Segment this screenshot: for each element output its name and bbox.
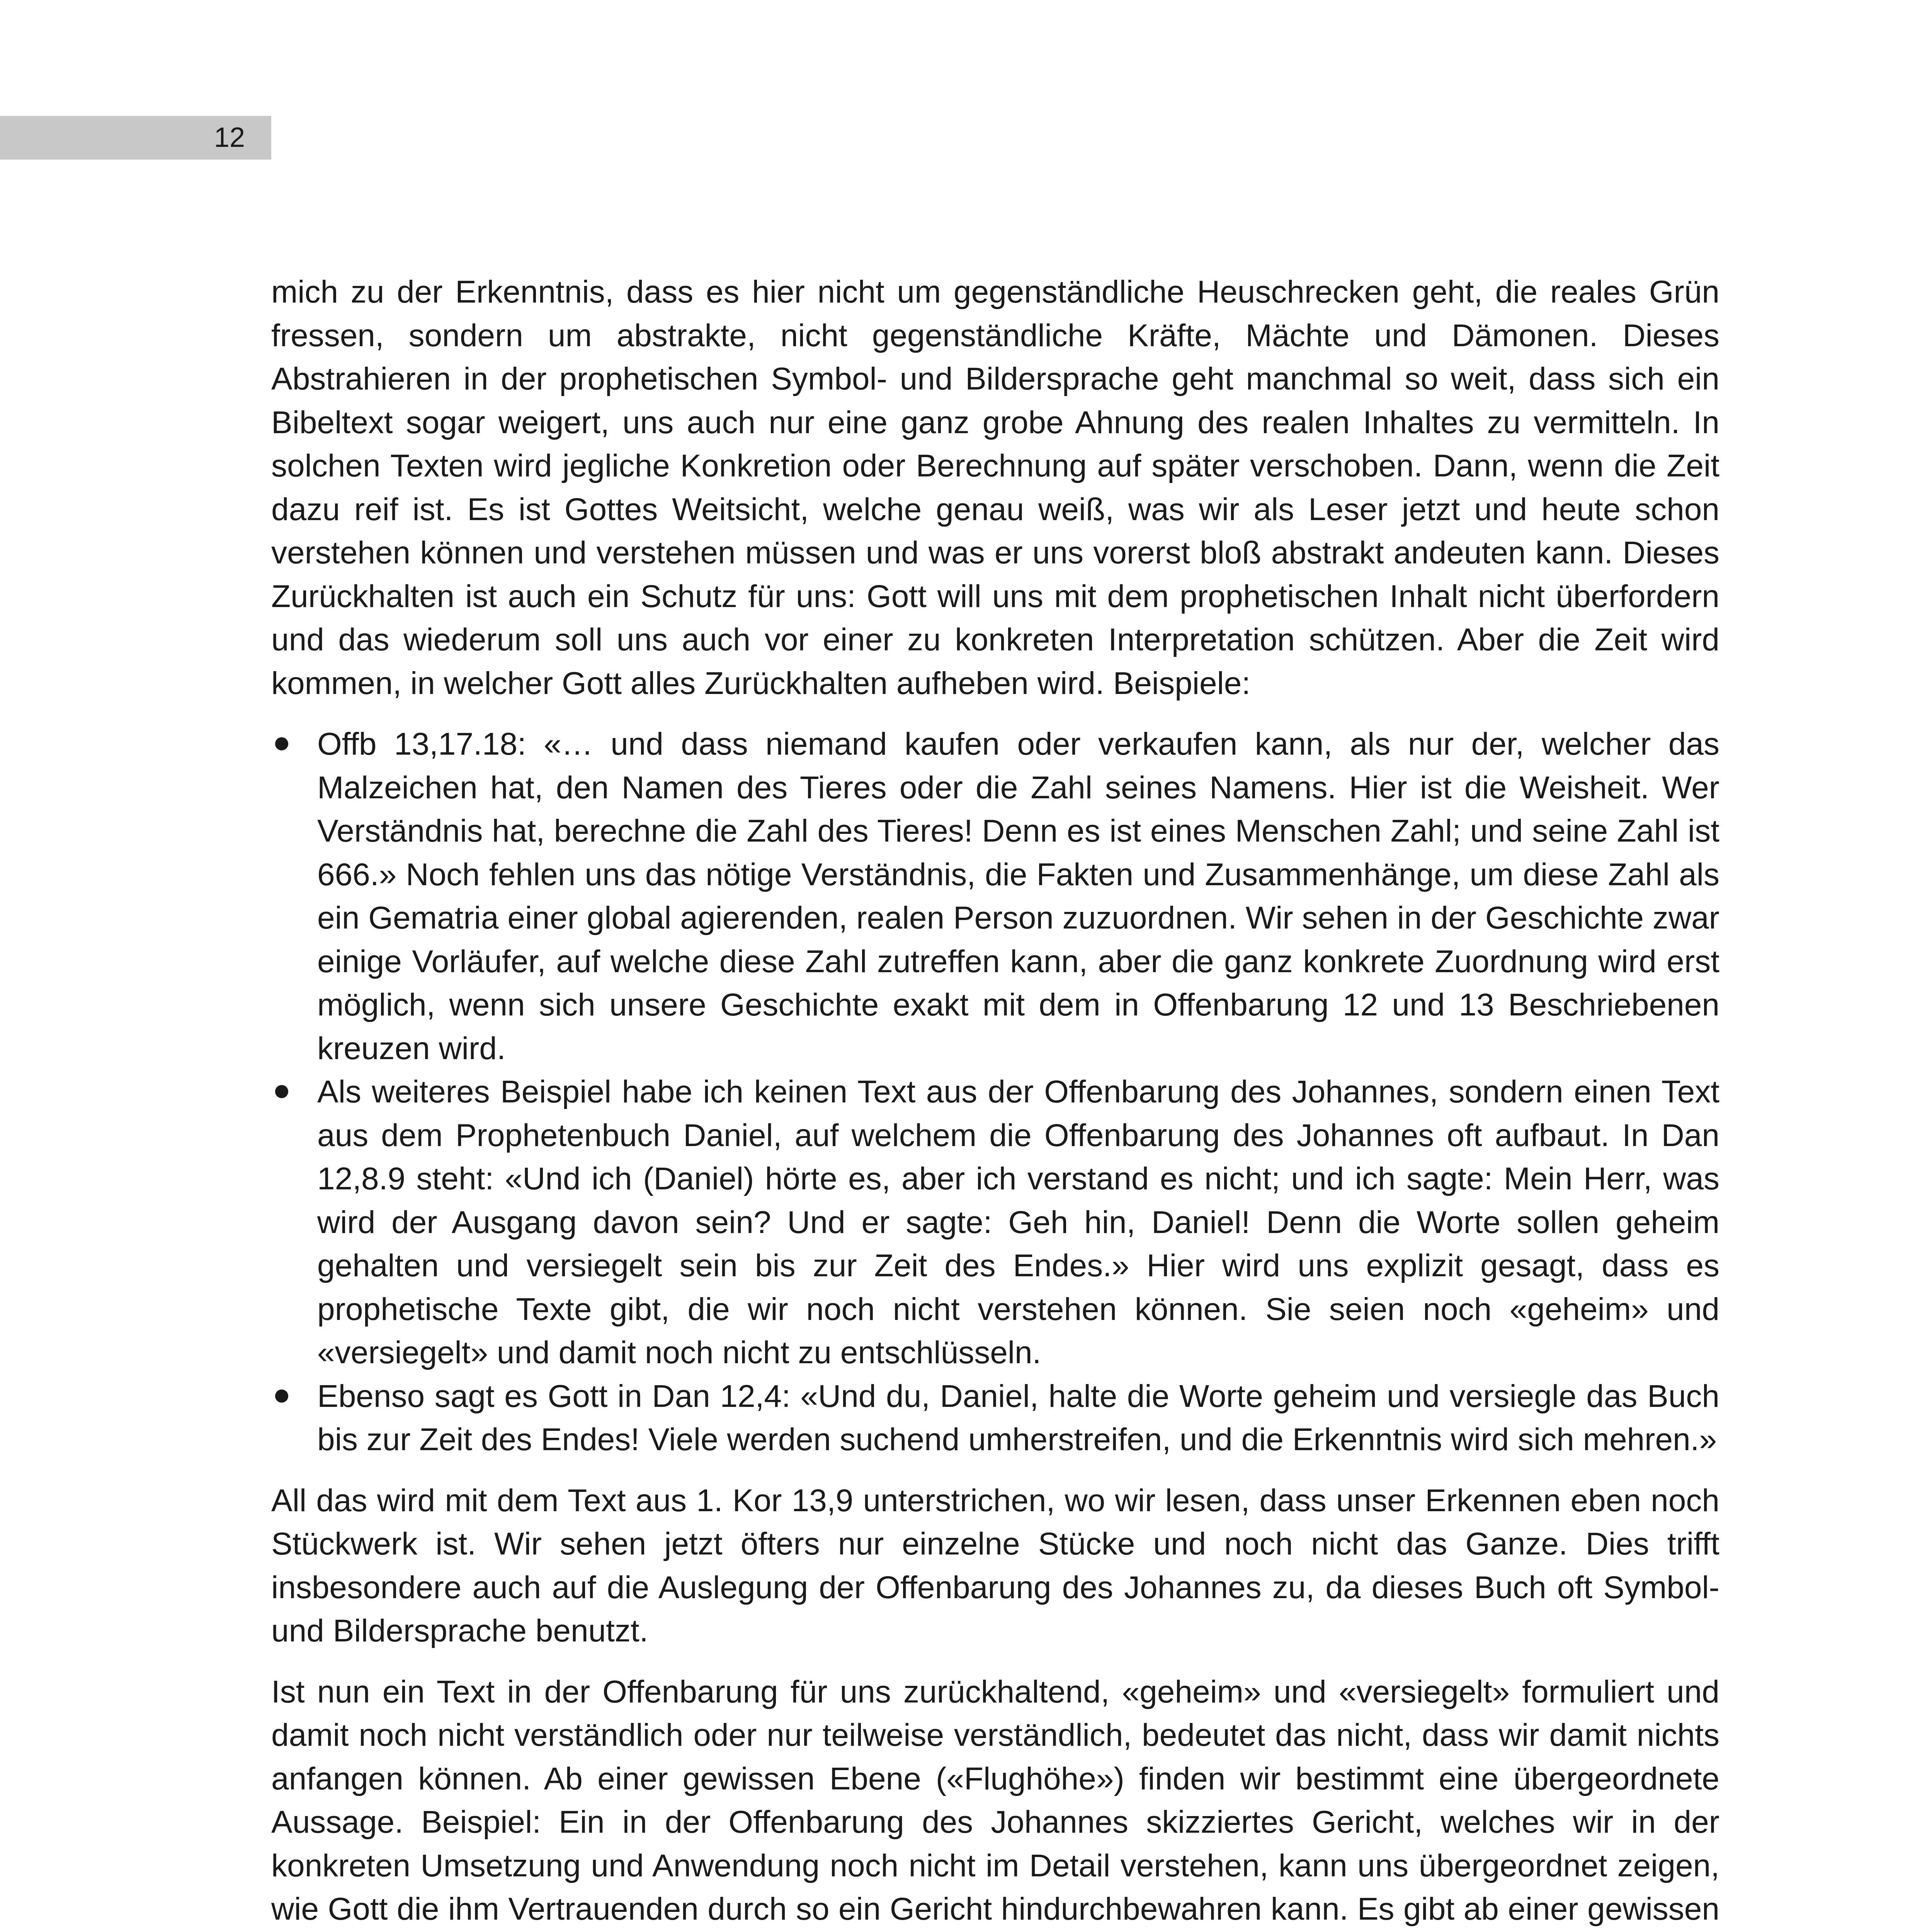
list-item-text: Ebenso sagt es Gott in Dan 12,4: «Und du, Daniel, halte die Worte geheim und versiegle das Buch bis zur Zeit des Endes! Viele werden suchend umherstreifen, und die Erkenntnis wird sich mehren.»	[317, 1378, 1719, 1457]
paragraph-kor: All das wird mit dem Text aus 1. Kor 13,9 unterstrichen, wo wir lesen, dass unser Erkennen eben noch Stückwerk ist. Wir sehen jetzt öfters nur einzelne Stücke und noch nicht das Ganze. Dies trifft insbesondere auch auf die Auslegung der Offenbarung des Johannes zu, da dieses Buch oft Symbol- und Bildersprache benutzt.	[271, 1483, 1719, 1648]
page-number: 12	[214, 122, 245, 153]
bullet-icon	[275, 1085, 288, 1098]
list-item	[271, 723, 1719, 1070]
list-item-text: Offb 13,17.18: «… und dass niemand kaufen oder verkaufen kann, als nur der, welcher das Malzeichen hat, den Namen des Tieres oder die Zahl seines Namens. Hier ist die Weisheit. Wer Verständnis hat, berechne die Zahl des Tieres! Denn es ist eines Menschen Zahl; und seine Zahl ist 666.» Noch fehlen uns das nötige Verständnis, die Fakten und Zusammenhänge, um diese Zahl als ein Gematria einer global agierenden, realen Person zuzuordnen. Wir sehen in der Geschichte zwar einige Vorläufer, auf welche diese Zahl zutreffen kann, aber die ganz konkrete Zuordnung wird erst möglich, wenn sich unsere Geschichte exakt mit dem in Offenbarung 12 und 13 Beschriebenen kreuzen wird.	[317, 726, 1719, 1066]
bullet-icon	[275, 737, 288, 750]
paragraph-intro: mich zu der Erkenntnis, dass es hier nicht um gegenständliche Heuschrecken geht, die reales Grün fressen, sondern um abstrakte, nicht gegenständliche Kräfte, Mächte und Dämonen. Dieses Abstrahieren in der prophetischen Symbol- und Bildersprache geht manchmal so weit, dass sich ein Bibeltext sogar weigert, uns auch nur eine ganz grobe Ahnung des realen Inhaltes zu vermitteln. In solchen Texten wird jegliche Konkretion oder Berechnung auf später verschoben. Dann, wenn die Zeit dazu reif ist. Es ist Gottes Weitsicht, welche genau weiß, was wir als Leser jetzt und heute schon verstehen können und verstehen müssen und was er uns vorerst bloß abstrakt andeuten kann. Dieses Zurückhalten ist auch ein Schutz für uns: Gott will uns mit dem prophetischen Inhalt nicht überfordern und das wiederum soll uns auch vor einer zu konkreten Interpretation schützen. Aber die Zeit wird kommen, in welcher Gott alles Zurückhalten aufheben wird. Beispiele:	[271, 274, 1719, 701]
list-item	[271, 1070, 1719, 1375]
list-item	[271, 1375, 1719, 1462]
page-number-bar	[0, 116, 271, 160]
paragraph-conclusion: Ist nun ein Text in der Offenbarung für uns zurückhaltend, «geheim» und «versiegelt» formuliert und damit noch nicht verständlich oder nur teilweise verständlich, bedeutet das nicht, dass wir damit nichts anfangen können. Ab einer gewissen Ebene («Flughöhe») finden wir bestimmt eine übergeordnete Aussage. Beispiel: Ein in der Offenbarung des Johannes skizziertes Gericht, welches wir in der konkreten Umsetzung und Anwendung noch nicht im Detail verstehen, kann uns übergeordnet zeigen, wie Gott die ihm Vertrauenden durch so ein Gericht hindurchbewahren kann. Es gibt ab einer gewissen	[271, 1674, 1719, 1927]
example-list	[271, 723, 1719, 1462]
page-body	[271, 270, 1719, 1932]
list-item-text: Als weiteres Beispiel habe ich keinen Text aus der Offenbarung des Johannes, sondern einen Text aus dem Prophetenbuch Daniel, auf welchem die Offenbarung des Johannes oft aufbaut. In Dan 12,8.9 steht: «Und ich (Daniel) hörte es, aber ich verstand es nicht; und ich sagte: Mein Herr, was wird der Ausgang davon sein? Und er sagte: Geh hin, Daniel! Denn die Worte sollen geheim gehalten und versiegelt sein bis zur Zeit des Endes.» Hier wird uns explizit gesagt, dass es prophetische Texte gibt, die wir noch nicht verstehen können. Sie seien noch «geheim» und «versiegelt» und damit noch nicht zu entschlüsseln.	[317, 1074, 1719, 1370]
bullet-icon	[275, 1389, 288, 1403]
